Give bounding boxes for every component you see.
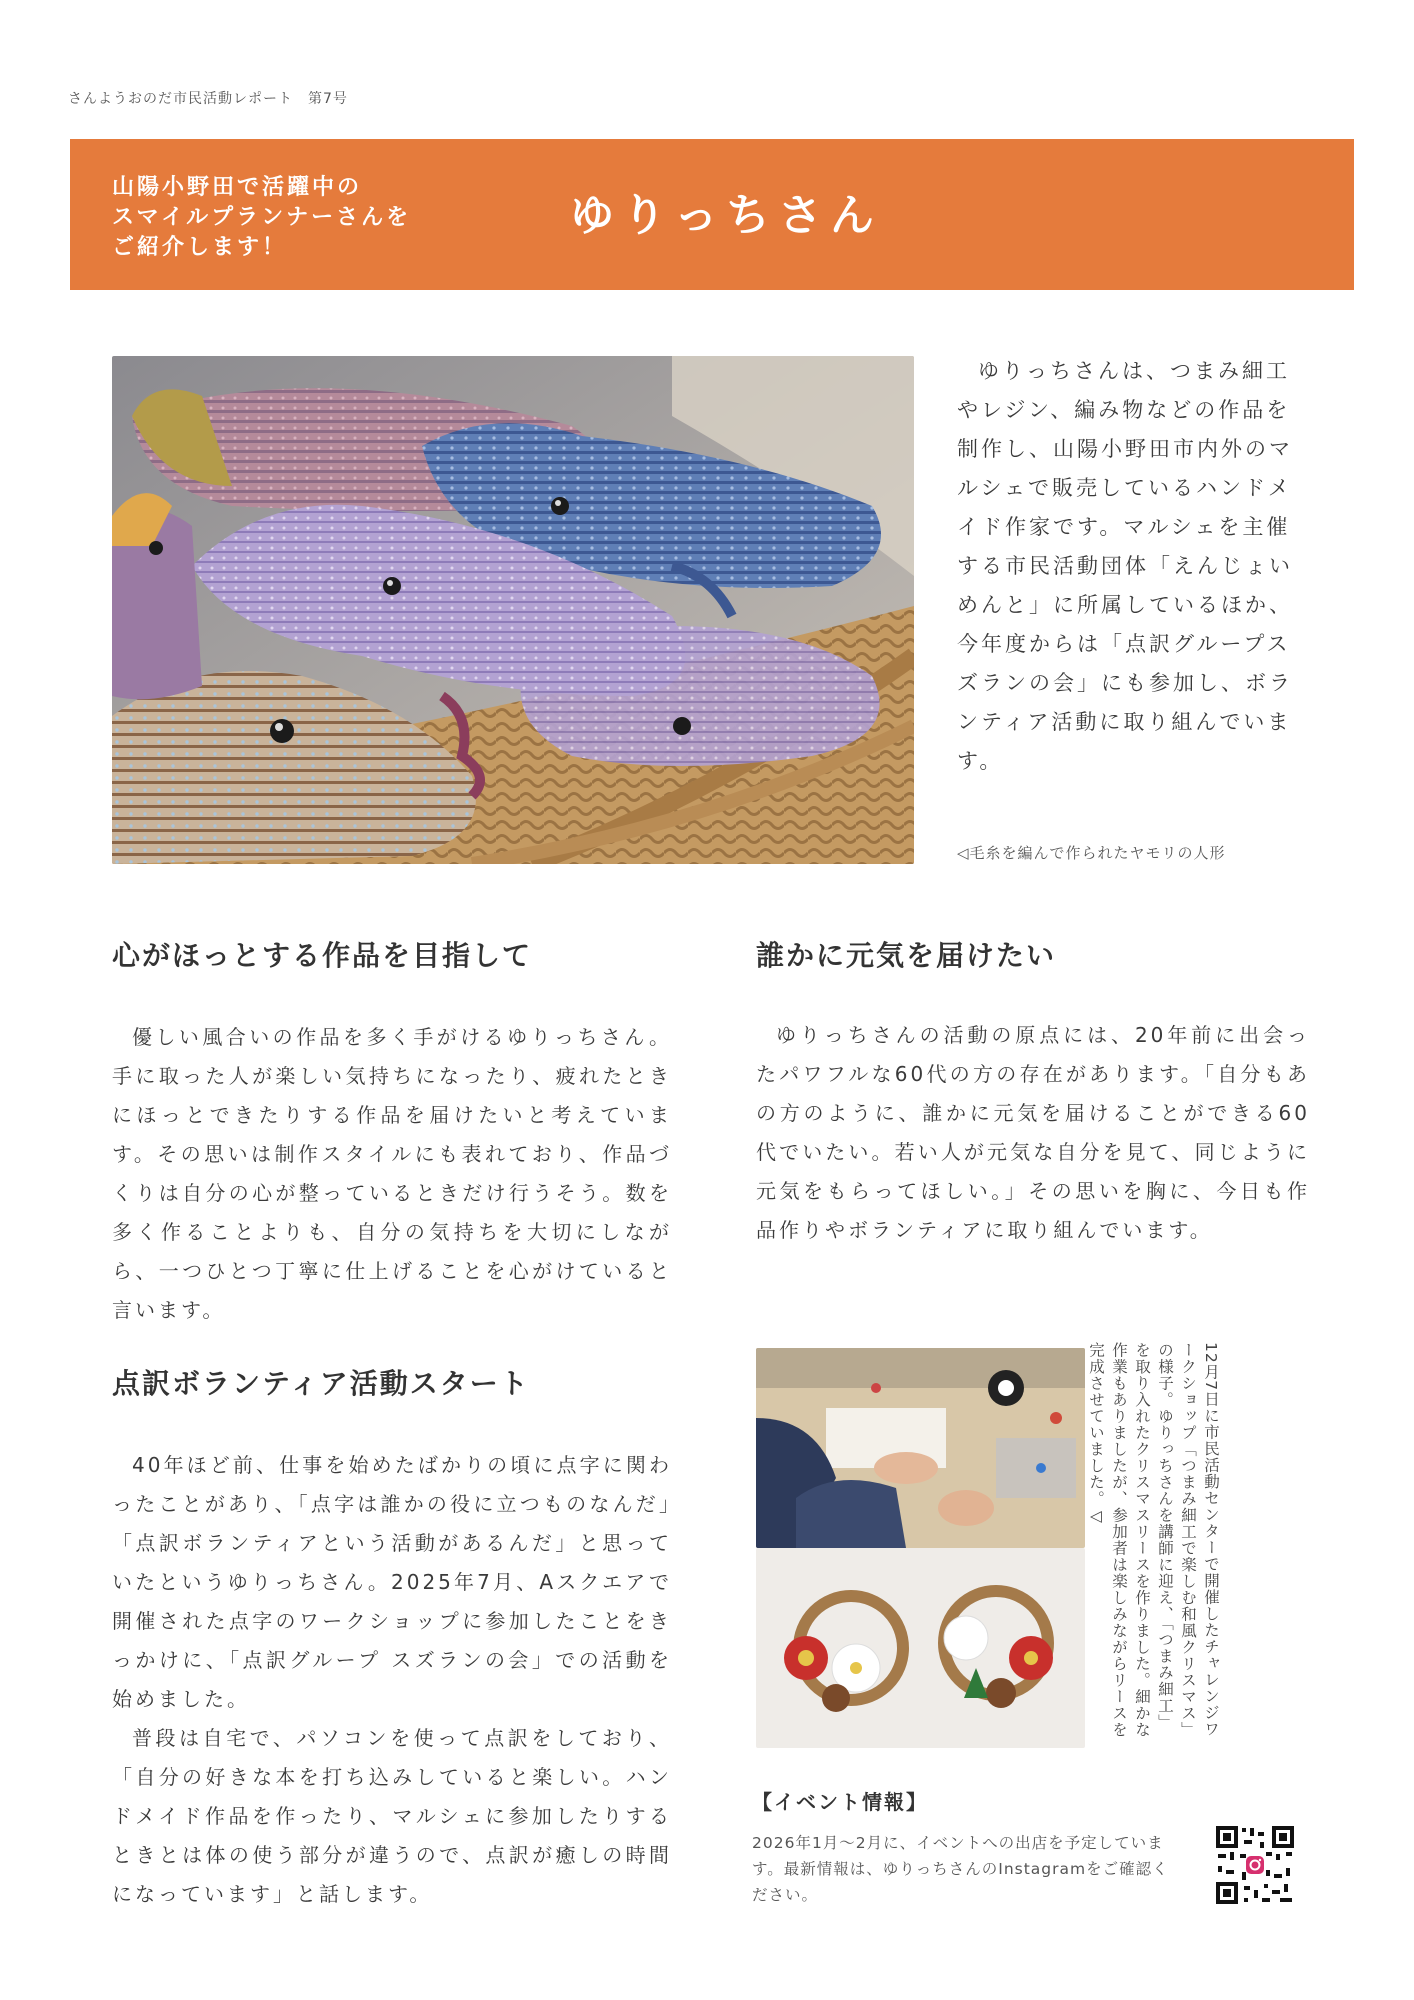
paragraph: 普段は自宅で、パソコンを使って点訳をしており、「自分の好きな本を打ち込みしていると楽しい。ハンドメイド作品を作ったり、マルシェに参加したりするときとは体の使う部分が違うので、点訳が癒しの時間になっています」と話します。 — [112, 1726, 672, 1906]
section-heading: 点訳ボランティア活動スタート — [112, 1367, 530, 1400]
banner-intro — [112, 173, 512, 263]
instagram-qr-code-icon[interactable] — [1214, 1824, 1296, 1906]
banner-intro-line: スマイルプランナーさんを — [112, 205, 412, 230]
banner-intro-line: 山陽小野田で活躍中の — [112, 175, 363, 200]
banner-intro-line: ご紹介します！ — [112, 235, 288, 260]
workshop-photo — [756, 1348, 1085, 1548]
event-text: 2026年1月～2月に、イベントへの出店を予定しています。最新情報は、ゆりっちさんのInstagramをご確認ください。 — [752, 1834, 1169, 1904]
intro-text: ゆりっちさんは、つまみ細工やレジン、編み物などの作品を制作し、山陽小野田市内外のマルシェで販売しているハンドメイド作家です。マルシェを主催する市民活動団体「えんじょいめんと」に所属しているほか、今年度からは「点訳グループスズランの会」にも参加し、ボランティア活動に取り組んでいます。 — [957, 359, 1293, 773]
featured-person-name: ゆりっちさん — [570, 190, 882, 241]
wreath-photo — [756, 1548, 1085, 1748]
crochet-gecko-photo — [112, 356, 914, 864]
photo-caption: ◁毛糸を編んで作られたヤモリの人形 — [957, 844, 1226, 862]
section-heading: 誰かに元気を届けたい — [756, 939, 1057, 972]
workshop-caption: 12月7日に市民活動センターで開催したチャレンジワークショップ「つまみ細工で楽しむ和風クリスマス」の様子。ゆりっちさんを講師に迎え、「つまみ細工」を取り入れたクリスマスリースを作りました。細かな作業もありましたが、参加者は楽しみながらリースを完成させていました。◁ — [1087, 1342, 1220, 1738]
event-heading: 【イベント情報】 — [752, 1790, 928, 1814]
issue-label: さんようおのだ市民活動レポート 第7号 — [68, 91, 348, 107]
title-banner — [70, 139, 1354, 290]
section-body — [112, 1446, 672, 1914]
paragraph: ゆりっちさんの活動の原点には、20年前に出会ったパワフルな60代の方の存在があります。「自分もあの方のように、誰かに元気を届けることができる60代でいたい。若い人が元気な自分を見て、同じように元気をもらってほしい。」その思いを胸に、今日も作品作りやボランティアに取り組んでいます。 — [756, 1023, 1310, 1242]
paragraph: 40年ほど前、仕事を始めたばかりの頃に点字に関わったことがあり、「点字は誰かの役に立つものなんだ」「点訳ボランティアという活動があるんだ」と思っていたというゆりっちさん。2025年7月、Aスクエアで開催された点字のワークショップに参加したことをきっかけに、「点訳グループ スズランの会」での活動を始めました。 — [112, 1453, 672, 1711]
section-heading: 心がほっとする作品を目指して — [112, 939, 533, 972]
paragraph: 優しい風合いの作品を多く手がけるゆりっちさん。手に取った人が楽しい気持ちになったり、疲れたときにほっとできたりする作品を届けたいと考えています。その思いは制作スタイルにも表れており、作品づくりは自分の心が整っているときだけ行うそう。数を多く作ることよりも、自分の気持ちを大切にしながら、一つひとつ丁寧に仕上げることを心がけていると言います。 — [112, 1025, 672, 1322]
section-body — [112, 1018, 672, 1330]
section-body — [756, 1016, 1310, 1250]
